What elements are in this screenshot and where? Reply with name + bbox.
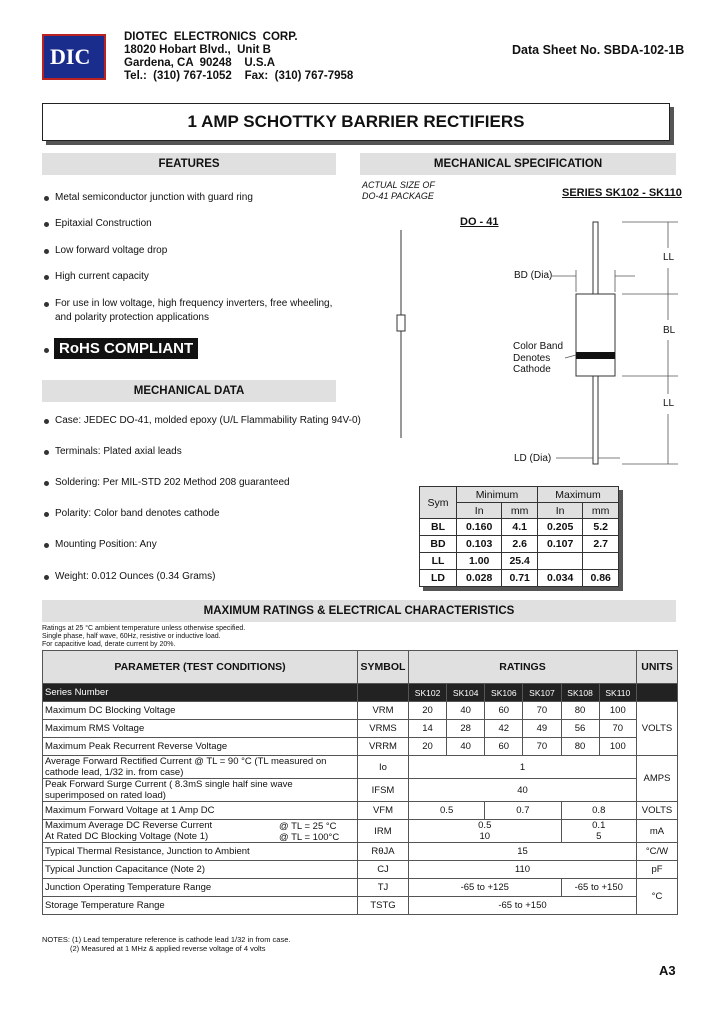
bullet-icon bbox=[44, 450, 49, 455]
diode-body bbox=[576, 294, 615, 376]
address-line-2: Gardena, CA 90248 U.S.A bbox=[124, 57, 276, 69]
bullet-icon bbox=[44, 543, 49, 548]
ratings-header: RATINGS bbox=[409, 651, 637, 684]
bullet-icon bbox=[44, 249, 49, 254]
ll-label: LL bbox=[663, 398, 675, 409]
diode-drawing bbox=[360, 200, 680, 480]
feature-item: Metal semiconductor junction with guard ring bbox=[55, 192, 253, 203]
phone-fax: Tel.: (310) 767-1052 Fax: (310) 767-7958 bbox=[124, 70, 354, 82]
ratings-table bbox=[42, 650, 678, 915]
table-row: Peak Forward Surge Current ( 8.3mS single half sine wave superimposed on rated load) IFSM 40 bbox=[43, 779, 678, 802]
table-row: Typical Junction Capacitance (Note 2) CJ 110 pF bbox=[43, 861, 678, 879]
mech-data-item: Polarity: Color band denotes cathode bbox=[55, 508, 220, 519]
mech-spec-heading: MECHANICAL SPECIFICATION bbox=[360, 153, 676, 175]
series-label: SERIES SK102 - SK110 bbox=[562, 187, 682, 199]
dim-mm-header: mm bbox=[502, 503, 538, 519]
color-band-label: Color Band Denotes Cathode bbox=[513, 341, 564, 375]
feature-item: Low forward voltage drop bbox=[55, 245, 168, 256]
mech-data-heading: MECHANICAL DATA bbox=[42, 380, 336, 402]
bullet-icon bbox=[44, 512, 49, 517]
datasheet-number: Data Sheet No. SBDA-102-1B bbox=[512, 43, 685, 57]
bd-label: BD (Dia) bbox=[514, 270, 553, 281]
table-row: Maximum RMS Voltage VRMS 14 28 42 49 56 70 bbox=[43, 720, 678, 738]
mech-data-item: Weight: 0.012 Ounces (0.34 Grams) bbox=[55, 571, 216, 582]
dimension-table bbox=[419, 486, 619, 587]
bullet-icon bbox=[44, 481, 49, 486]
feature-item: and polarity protection applications bbox=[55, 312, 209, 323]
table-row: Average Forward Rectified Current @ TL = 90 °C (TL measured on cathode lead, 1/32 in. from case) Io 1 AMPS bbox=[43, 756, 678, 779]
series-row: Series Number SK102 SK104 SK106 SK107 SK108 SK110 bbox=[43, 684, 678, 702]
address-line-1: 18020 Hobart Blvd., Unit B bbox=[124, 44, 271, 56]
bullet-icon bbox=[44, 348, 49, 353]
cathode-band bbox=[576, 352, 615, 359]
mech-data-item: Mounting Position: Any bbox=[55, 539, 157, 550]
bl-label: BL bbox=[663, 325, 676, 336]
table-row: Maximum Forward Voltage at 1 Amp DC VFM 0.5 0.7 0.8 VOLTS bbox=[43, 802, 678, 820]
company-logo bbox=[42, 34, 106, 80]
bullet-icon bbox=[44, 196, 49, 201]
table-row: LL 1.00 25.4 bbox=[420, 553, 619, 570]
feature-item: High current capacity bbox=[55, 271, 149, 282]
page-title: 1 AMP SCHOTTKY BARRIER RECTIFIERS bbox=[42, 103, 670, 141]
actual-size-body bbox=[397, 315, 405, 331]
bullet-icon bbox=[44, 419, 49, 424]
company-name: DIOTEC ELECTRONICS CORP. bbox=[124, 31, 298, 43]
package-label: DO - 41 bbox=[460, 216, 499, 228]
bullet-icon bbox=[44, 575, 49, 580]
table-row: Typical Thermal Resistance, Junction to Ambient RθJA 15 °C/W bbox=[43, 843, 678, 861]
dim-mm-header: mm bbox=[583, 503, 619, 519]
diode-lead-bottom bbox=[593, 376, 598, 464]
ratings-heading: MAXIMUM RATINGS & ELECTRICAL CHARACTERISTICS bbox=[42, 600, 676, 622]
ll-label: LL bbox=[663, 252, 675, 263]
table-row: Maximum Peak Recurrent Reverse Voltage VRRM 20 40 60 70 80 100 bbox=[43, 738, 678, 756]
table-row: Maximum DC Blocking Voltage VRM 20 40 60 70 80 100 VOLTS bbox=[43, 702, 678, 720]
dim-in-header: In bbox=[537, 503, 582, 519]
diode-lead-top bbox=[593, 222, 598, 294]
ratings-notes: Ratings at 25 °C ambient temperature unless otherwise specified. Single phase, half wave, 60Hz, resistive or inductive load. For capacitive load, derate current by 20%. bbox=[42, 625, 246, 648]
bullet-icon bbox=[44, 302, 49, 307]
footnotes: NOTES: (1) Lead temperature reference is cathode lead 1/32 in from case. (2) Measured at 1 MHz & applied reverse voltage of 4 volts bbox=[42, 935, 291, 953]
actual-size-label: ACTUAL SIZE OF DO-41 PACKAGE bbox=[362, 180, 435, 201]
table-row: Storage Temperature Range TSTG -65 to +150 bbox=[43, 897, 678, 915]
ld-label: LD (Dia) bbox=[514, 453, 552, 464]
units-header: UNITS bbox=[637, 651, 678, 684]
table-row: BD 0.103 2.6 0.107 2.7 bbox=[420, 536, 619, 553]
table-row: BL 0.160 4.1 0.205 5.2 bbox=[420, 519, 619, 536]
dim-in-header: In bbox=[457, 503, 502, 519]
mech-data-item: Soldering: Per MIL-STD 202 Method 208 guaranteed bbox=[55, 477, 290, 488]
dim-min-header: Minimum bbox=[457, 487, 538, 503]
logo-text: DIC bbox=[50, 44, 91, 69]
dim-max-header: Maximum bbox=[537, 487, 618, 503]
bullet-icon bbox=[44, 275, 49, 280]
features-heading: FEATURES bbox=[42, 153, 336, 175]
symbol-header: SYMBOL bbox=[358, 651, 409, 684]
table-row: LD 0.028 0.71 0.034 0.86 bbox=[420, 570, 619, 587]
company-address bbox=[124, 31, 353, 83]
param-header: PARAMETER (TEST CONDITIONS) bbox=[43, 651, 358, 684]
table-row: Maximum Average DC Reverse Current At Rated DC Blocking Voltage (Note 1) @ TL = 25 °C @ TL = 100°C IRM 0.5 10 0.1 5 mA bbox=[43, 820, 678, 843]
mech-data-item: Terminals: Plated axial leads bbox=[55, 446, 182, 457]
bullet-icon bbox=[44, 222, 49, 227]
dim-sym-header: Sym bbox=[420, 487, 457, 519]
page-number: A3 bbox=[659, 963, 676, 978]
mech-data-item: Case: JEDEC DO-41, molded epoxy (U/L Flammability Rating 94V-0) bbox=[55, 415, 361, 426]
feature-item: Epitaxial Construction bbox=[55, 218, 152, 229]
rohs-badge: RoHS COMPLIANT bbox=[54, 338, 198, 359]
feature-item: For use in low voltage, high frequency inverters, free wheeling, bbox=[55, 298, 333, 309]
table-row: Junction Operating Temperature Range TJ -65 to +125 -65 to +150 °C bbox=[43, 879, 678, 897]
